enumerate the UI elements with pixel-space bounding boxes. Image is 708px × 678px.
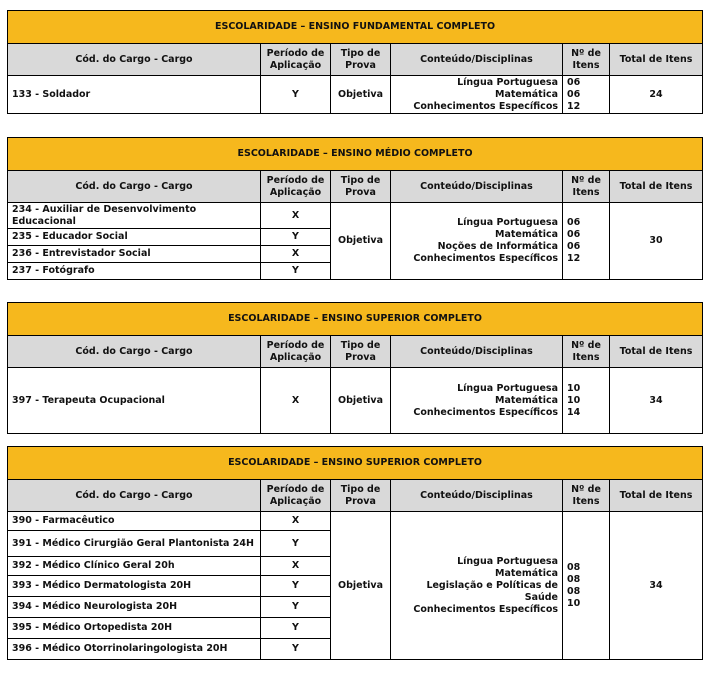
itens-cell	[563, 203, 610, 280]
header-periodo: Período de Aplicação	[261, 336, 331, 368]
conteudo-cell	[391, 203, 563, 280]
periodo-cell: X	[261, 368, 331, 434]
tipo-prova-cell: Objetiva	[331, 203, 391, 280]
table-row	[8, 512, 703, 531]
itens-value: 10	[567, 597, 581, 609]
itens-value: 06	[567, 88, 581, 100]
itens-value: 10	[567, 382, 581, 394]
total-cell: 30	[610, 203, 703, 280]
header-periodo: Período de Aplicação	[261, 171, 331, 203]
header-tipo: Tipo de Prova	[331, 171, 391, 203]
periodo-cell: Y	[261, 618, 331, 639]
tipo-prova-cell: Objetiva	[331, 368, 391, 434]
itens-value: 08	[567, 573, 581, 585]
cargo-cell: 133 - Soldador	[8, 76, 261, 114]
cargo-cell: 390 - Farmacêutico	[8, 512, 261, 531]
periodo-cell: Y	[261, 76, 331, 114]
disciplina-item: Matemática	[495, 567, 558, 579]
itens-value: 06	[567, 241, 581, 252]
itens-cell	[563, 76, 610, 114]
header-cargo: Cód. do Cargo - Cargo	[8, 44, 261, 76]
periodo-cell: Y	[261, 263, 331, 280]
itens-value: 06	[567, 217, 581, 228]
disciplina-item: Língua Portuguesa	[457, 555, 558, 567]
header-conteudo: Conteúdo/Disciplinas	[391, 336, 563, 368]
header-cargo: Cód. do Cargo - Cargo	[8, 480, 261, 512]
header-row	[8, 44, 703, 76]
itens-cell	[563, 368, 610, 434]
total-cell: 34	[610, 512, 703, 660]
section-title: ESCOLARIDADE – ENSINO SUPERIOR COMPLETO	[8, 303, 703, 336]
itens-value: 10	[567, 394, 581, 406]
header-cargo: Cód. do Cargo - Cargo	[8, 171, 261, 203]
section-table	[7, 446, 703, 660]
header-total: Total de Itens	[610, 44, 703, 76]
disciplina-item: Conhecimentos Específicos	[413, 603, 558, 615]
conteudo-cell	[391, 76, 563, 114]
itens-value: 06	[567, 76, 581, 88]
table-row	[8, 368, 703, 434]
header-tipo: Tipo de Prova	[331, 44, 391, 76]
header-row	[8, 336, 703, 368]
section-table	[7, 137, 703, 280]
table-row	[8, 76, 703, 114]
periodo-cell: X	[261, 512, 331, 531]
header-conteudo: Conteúdo/Disciplinas	[391, 480, 563, 512]
itens-value: 12	[567, 253, 581, 264]
disciplina-item: Matemática	[495, 88, 558, 100]
cargo-cell: 396 - Médico Otorrinolaringologista 20H	[8, 639, 261, 660]
itens-cell	[563, 512, 610, 660]
periodo-cell: Y	[261, 639, 331, 660]
conteudo-cell	[391, 368, 563, 434]
header-tipo: Tipo de Prova	[331, 336, 391, 368]
total-cell: 24	[610, 76, 703, 114]
itens-value: 14	[567, 406, 581, 418]
table-row	[8, 203, 703, 229]
cargo-cell: 236 - Entrevistador Social	[8, 246, 261, 263]
cargo-cell: 237 - Fotógrafo	[8, 263, 261, 280]
periodo-cell: Y	[261, 597, 331, 618]
header-total: Total de Itens	[610, 171, 703, 203]
header-periodo: Período de Aplicação	[261, 44, 331, 76]
header-conteudo: Conteúdo/Disciplinas	[391, 171, 563, 203]
cargo-cell: 234 - Auxiliar de Desenvolvimento Educacional	[8, 203, 261, 229]
itens-value: 12	[567, 100, 581, 112]
cargo-cell: 397 - Terapeuta Ocupacional	[8, 368, 261, 434]
disciplina-item: Legislação e Políticas de Saúde	[426, 579, 558, 603]
section-table	[7, 302, 703, 434]
disciplina-item: Conhecimentos Específicos	[413, 253, 558, 264]
cargo-cell: 392 - Médico Clínico Geral 20h	[8, 557, 261, 576]
header-periodo: Período de Aplicação	[261, 480, 331, 512]
disciplina-item: Conhecimentos Específicos	[413, 406, 558, 418]
header-itens: Nº de Itens	[563, 171, 610, 203]
header-tipo: Tipo de Prova	[331, 480, 391, 512]
periodo-cell: X	[261, 557, 331, 576]
disciplina-item: Língua Portuguesa	[457, 382, 558, 394]
header-row	[8, 480, 703, 512]
itens-value: 08	[567, 585, 581, 597]
header-total: Total de Itens	[610, 336, 703, 368]
itens-value: 08	[567, 561, 581, 573]
cargo-cell: 391 - Médico Cirurgião Geral Plantonista 24H	[8, 531, 261, 557]
disciplina-item: Matemática	[495, 394, 558, 406]
periodo-cell: X	[261, 246, 331, 263]
conteudo-cell	[391, 512, 563, 660]
section-table	[7, 10, 703, 114]
cargo-cell: 235 - Educador Social	[8, 229, 261, 246]
disciplina-item: Língua Portuguesa	[457, 217, 558, 228]
periodo-cell: Y	[261, 531, 331, 557]
cargo-cell: 393 - Médico Dermatologista 20H	[8, 576, 261, 597]
header-conteudo: Conteúdo/Disciplinas	[391, 44, 563, 76]
tipo-prova-cell: Objetiva	[331, 76, 391, 114]
cargo-cell: 394 - Médico Neurologista 20H	[8, 597, 261, 618]
header-itens: Nº de Itens	[563, 44, 610, 76]
header-itens: Nº de Itens	[563, 336, 610, 368]
header-total: Total de Itens	[610, 480, 703, 512]
periodo-cell: X	[261, 203, 331, 229]
header-itens: Nº de Itens	[563, 480, 610, 512]
section-title: ESCOLARIDADE – ENSINO MÉDIO COMPLETO	[8, 138, 703, 171]
periodo-cell: Y	[261, 229, 331, 246]
disciplina-item: Matemática	[495, 229, 558, 240]
disciplina-item: Noções de Informática	[437, 241, 558, 252]
section-title: ESCOLARIDADE – ENSINO FUNDAMENTAL COMPLETO	[8, 11, 703, 44]
itens-value: 06	[567, 229, 581, 240]
tipo-prova-cell: Objetiva	[331, 512, 391, 660]
disciplina-item: Língua Portuguesa	[457, 76, 558, 88]
disciplina-item: Conhecimentos Específicos	[413, 100, 558, 112]
total-cell: 34	[610, 368, 703, 434]
section-title: ESCOLARIDADE – ENSINO SUPERIOR COMPLETO	[8, 447, 703, 480]
periodo-cell: Y	[261, 576, 331, 597]
header-row	[8, 171, 703, 203]
header-cargo: Cód. do Cargo - Cargo	[8, 336, 261, 368]
cargo-cell: 395 - Médico Ortopedista 20H	[8, 618, 261, 639]
